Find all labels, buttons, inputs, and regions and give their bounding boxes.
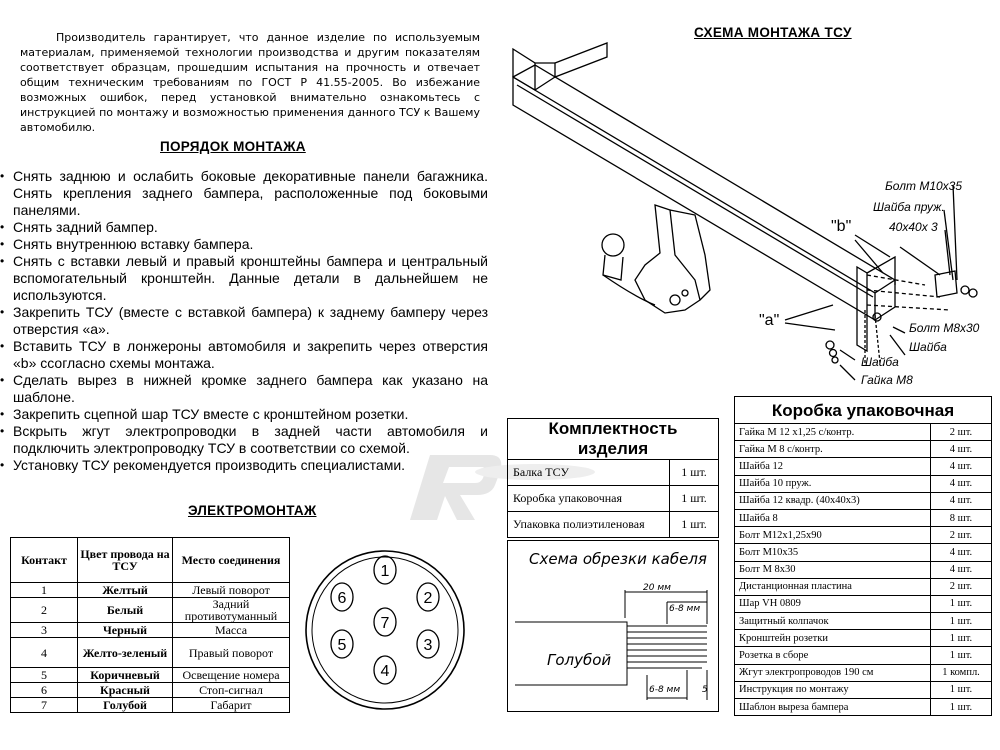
- electro-color-cell: Коричневый: [78, 668, 173, 683]
- intro-paragraph: [20, 30, 480, 135]
- electro-place-cell: Задний противотуманный: [173, 598, 290, 623]
- electro-contact-cell: 7: [11, 698, 78, 713]
- intro-text: Производитель гарантирует, что данное изделие по используемым материалам, применяемой технологии производства и другим показателям соответствует образцам, прошедшим испытания на прочность и отвечает общим техническим требованиям по ГОСТ Р 41.55-2005. Во избежание возможных ошибок, перед установкой внимательно ознакомьтесь с инструкцией по монтажу и возможностью применения данного ТСУ к Вашему автомобилю.: [20, 31, 480, 134]
- box-item-cell: Шайба 8: [735, 509, 931, 526]
- socket-pin-label: 3: [423, 637, 433, 654]
- scheme-title: СХЕМА МОНТАЖА ТСУ: [694, 25, 852, 40]
- electro-place-cell: Освещение номера: [173, 668, 290, 683]
- mount-heading: ПОРЯДОК МОНТАЖА: [160, 139, 306, 154]
- kit-table: [507, 418, 719, 538]
- box-row: [735, 475, 992, 492]
- box-qty-cell: 8 шт.: [931, 509, 992, 526]
- electro-row: [11, 583, 290, 598]
- box-row: [735, 527, 992, 544]
- box-qty-cell: 4 шт.: [931, 475, 992, 492]
- label-bolt-m10: Болт М10х35: [885, 179, 963, 193]
- kit-qty-cell: 1 шт.: [670, 486, 719, 512]
- mounting-diagram: [495, 35, 1000, 395]
- box-item-cell: Болт М 8х30: [735, 561, 931, 578]
- socket-pin-label: 2: [423, 590, 433, 607]
- cable-scheme-title: Схема обрезки кабеля: [529, 550, 707, 568]
- box-qty-cell: 1 шт.: [931, 699, 992, 716]
- box-row: [735, 664, 992, 681]
- electro-color-cell: Голубой: [78, 698, 173, 713]
- kit-item-cell: Коробка упаковочная: [508, 486, 670, 512]
- socket-pin-label: 4: [380, 663, 390, 680]
- label-b: "b": [831, 218, 852, 235]
- kit-qty-cell: 1 шт.: [670, 512, 719, 538]
- electro-col-place: Место соединения: [173, 538, 290, 583]
- mount-steps-list: [0, 168, 488, 474]
- box-title: Коробка упаковочная: [735, 397, 992, 424]
- electro-row: [11, 598, 290, 623]
- box-item-cell: Инструкция по монтажу: [735, 681, 931, 698]
- box-qty-cell: 4 шт.: [931, 458, 992, 475]
- box-row: [735, 509, 992, 526]
- box-row: [735, 458, 992, 475]
- box-item-cell: Шаблон выреза бампера: [735, 699, 931, 716]
- electro-place-cell: Стоп-сигнал: [173, 683, 290, 698]
- box-qty-cell: 4 шт.: [931, 561, 992, 578]
- kit-row: [508, 460, 719, 486]
- mount-step: • Вскрыть жгут электропроводки в задней части автомобиля и подключить электропроводку ТСУ в соответствии со схемой.: [0, 423, 488, 457]
- electro-col-contact: Контакт: [11, 538, 78, 583]
- cable-wire-label: Голубой: [547, 651, 612, 669]
- box-qty-cell: 1 шт.: [931, 681, 992, 698]
- mount-step: • Снять задний бампер.: [0, 219, 488, 236]
- box-item-cell: Гайка М 12 х1,25 с/контр.: [735, 424, 931, 441]
- box-item-cell: Гайка М 8 с/контр.: [735, 441, 931, 458]
- cable-scheme: [507, 540, 719, 712]
- electro-row: [11, 638, 290, 668]
- electro-contact-cell: 3: [11, 623, 78, 638]
- box-row: [735, 613, 992, 630]
- socket-pin-label: 7: [380, 615, 390, 632]
- label-washer-2: Шайба: [861, 355, 899, 369]
- label-washer-1: Шайба: [909, 340, 947, 354]
- socket-pin-label: 6: [337, 590, 347, 607]
- box-row: [735, 630, 992, 647]
- electro-row: [11, 623, 290, 638]
- box-qty-cell: 1 шт.: [931, 595, 992, 612]
- box-qty-cell: 1 шт.: [931, 630, 992, 647]
- kit-qty-cell: 1 шт.: [670, 460, 719, 486]
- box-row: [735, 424, 992, 441]
- socket-pin-label: 5: [337, 637, 347, 654]
- label-washer-spring: Шайба пруж.: [873, 200, 945, 214]
- socket-diagram: [300, 540, 470, 720]
- box-qty-cell: 2 шт.: [931, 424, 992, 441]
- electro-place-cell: Габарит: [173, 698, 290, 713]
- electro-place-cell: Правый поворот: [173, 638, 290, 668]
- electro-contact-cell: 4: [11, 638, 78, 668]
- label-bolt-m8: Болт М8х30: [909, 321, 980, 335]
- mount-step: • Снять заднюю и ослабить боковые декоративные панели багажника. Снять крепления заднего бампера, расположенные под боковыми панелями.: [0, 168, 488, 219]
- electro-place-cell: Левый поворот: [173, 583, 290, 598]
- box-item-cell: Кронштейн розетки: [735, 630, 931, 647]
- box-qty-cell: 4 шт.: [931, 441, 992, 458]
- mount-step: • Закрепить ТСУ (вместе с вставкой бампера) к заднему бамперу через отверстия «а».: [0, 304, 488, 338]
- electro-row: [11, 668, 290, 683]
- box-item-cell: Дистанционная пластина: [735, 578, 931, 595]
- box-row: [735, 681, 992, 698]
- kit-item-cell: Балка ТСУ: [508, 460, 670, 486]
- box-row: [735, 441, 992, 458]
- box-item-cell: Шайба 10 пруж.: [735, 475, 931, 492]
- box-row: [735, 578, 992, 595]
- box-row: [735, 544, 992, 561]
- box-qty-cell: 2 шт.: [931, 527, 992, 544]
- mount-step: • Снять с вставки левый и правый кронштейны бампера и центральный вспомогательный кронштейн. Данные детали в дальнейшем не используются.: [0, 253, 488, 304]
- box-item-cell: Шайба 12: [735, 458, 931, 475]
- box-item-cell: Болт М10х35: [735, 544, 931, 561]
- mount-step: • Снять внутреннюю вставку бампера.: [0, 236, 488, 253]
- label-washer-square: 40х40х 3: [889, 220, 938, 234]
- box-row: [735, 647, 992, 664]
- electro-contact-cell: 5: [11, 668, 78, 683]
- cable-dim-20: 20 мм: [643, 583, 671, 593]
- electro-color-cell: Белый: [78, 598, 173, 623]
- electro-heading: ЭЛЕКТРОМОНТАЖ: [188, 503, 317, 518]
- mount-step: • Вставить ТСУ в лонжероны автомобиля и закрепить через отверстия «b» ссогласно схемы монтажа.: [0, 338, 488, 372]
- kit-row: [508, 512, 719, 538]
- kit-row: [508, 486, 719, 512]
- mount-step: • Закрепить сцепной шар ТСУ вместе с кронштейном розетки.: [0, 406, 488, 423]
- box-item-cell: Розетка в сборе: [735, 647, 931, 664]
- electro-color-cell: Желто-зеленый: [78, 638, 173, 668]
- box-row: [735, 699, 992, 716]
- box-row: [735, 492, 992, 509]
- electro-contact-cell: 1: [11, 583, 78, 598]
- electro-col-color: Цвет провода на ТСУ: [78, 538, 173, 583]
- cable-dim-68-top: 6-8 мм: [669, 604, 701, 614]
- box-item-cell: Шайба 12 квадр. (40х40х3): [735, 492, 931, 509]
- cable-dim-5: 5: [702, 685, 708, 695]
- box-table: [734, 396, 992, 716]
- box-item-cell: Болт М12х1,25х90: [735, 527, 931, 544]
- electro-table: [10, 537, 290, 713]
- box-qty-cell: 1 компл.: [931, 664, 992, 681]
- kit-item-cell: Упаковка полиэтиленовая: [508, 512, 670, 538]
- electro-place-cell: Масса: [173, 623, 290, 638]
- electro-color-cell: Черный: [78, 623, 173, 638]
- box-item-cell: Жгут электропроводов 190 см: [735, 664, 931, 681]
- electro-row: [11, 698, 290, 713]
- electro-contact-cell: 2: [11, 598, 78, 623]
- box-qty-cell: 2 шт.: [931, 578, 992, 595]
- box-row: [735, 561, 992, 578]
- box-item-cell: Шар VH 0809: [735, 595, 931, 612]
- box-qty-cell: 1 шт.: [931, 613, 992, 630]
- electro-row: [11, 683, 290, 698]
- electro-color-cell: Желтый: [78, 583, 173, 598]
- label-a: "a": [759, 312, 780, 329]
- mount-step: • Сделать вырез в нижней кромке заднего бампера как указано на шаблоне.: [0, 372, 488, 406]
- label-nut-m8: Гайка М8: [861, 373, 913, 387]
- socket-pin-label: 1: [380, 563, 390, 580]
- box-row: [735, 595, 992, 612]
- electro-color-cell: Красный: [78, 683, 173, 698]
- box-qty-cell: 1 шт.: [931, 647, 992, 664]
- box-qty-cell: 4 шт.: [931, 544, 992, 561]
- mount-step: • Установку ТСУ рекомендуется производить специалистами.: [0, 457, 488, 474]
- cable-dim-68-bottom: 6-8 мм: [649, 685, 681, 695]
- box-item-cell: Защитный колпачок: [735, 613, 931, 630]
- kit-title: Комплектность изделия: [508, 419, 719, 460]
- electro-contact-cell: 6: [11, 683, 78, 698]
- box-qty-cell: 4 шт.: [931, 492, 992, 509]
